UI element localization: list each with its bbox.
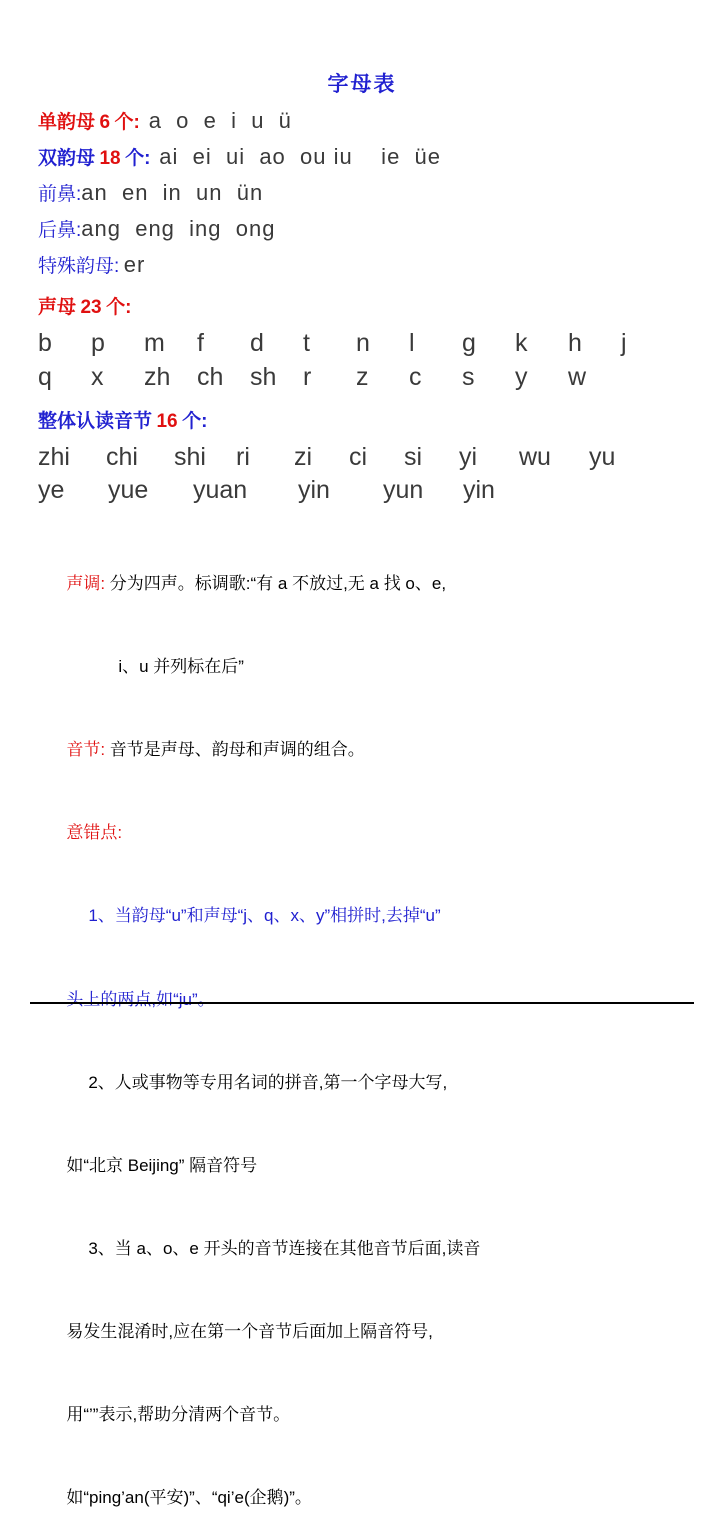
single-finals-unit: 个: bbox=[114, 112, 140, 133]
tone-line-2 bbox=[38, 628, 686, 707]
whole-syllables-unit: 个: bbox=[182, 411, 208, 432]
tone-text: 分为四声。标调歌:“有 a 不放过,无 a 找 o、e, bbox=[105, 574, 447, 594]
page-title: 字母表 bbox=[327, 73, 397, 96]
syllable-label: 音节: bbox=[66, 740, 106, 760]
mistake-text: 如“北京 Beijing” 隔音符号 bbox=[66, 1155, 258, 1175]
whole-syllable: zi bbox=[294, 443, 313, 471]
whole-syllable: yin bbox=[463, 476, 495, 504]
mistake-item-2-line-2 bbox=[38, 1126, 686, 1205]
whole-syllable: yue bbox=[108, 476, 149, 504]
whole-syllable: zhi bbox=[38, 443, 70, 471]
document-page bbox=[0, 68, 724, 1507]
initial-letter: w bbox=[568, 363, 587, 391]
special-final-label: 特殊韵母: bbox=[38, 256, 120, 277]
initials-count: 23 bbox=[80, 297, 102, 318]
whole-syllable: shi bbox=[174, 443, 206, 471]
initial-letter: z bbox=[356, 363, 369, 391]
initial-letter: x bbox=[91, 363, 104, 391]
initial-letter: h bbox=[568, 329, 582, 357]
mistakes-heading bbox=[38, 794, 686, 873]
whole-syllable: yu bbox=[589, 443, 616, 471]
row-back-nasal bbox=[38, 215, 686, 242]
initial-letter: g bbox=[462, 329, 476, 357]
row-front-nasal bbox=[38, 179, 686, 206]
tone-text-cont: i、u 并列标在后” bbox=[118, 657, 244, 677]
initial-letter: p bbox=[91, 329, 105, 357]
initial-letter: f bbox=[197, 329, 204, 357]
row-initials-header bbox=[38, 292, 686, 319]
mistake-item-3-line-2 bbox=[38, 1292, 686, 1371]
bottom-divider bbox=[30, 1002, 694, 1004]
initial-letter: c bbox=[409, 363, 422, 391]
mistake-text: 易发生混淆时,应在第一个音节后面加上隔音符号, bbox=[66, 1321, 433, 1341]
initials-unit: 个: bbox=[106, 297, 132, 318]
initial-letter: d bbox=[250, 329, 264, 357]
double-finals-unit: 个: bbox=[125, 148, 151, 169]
whole-syllable: ci bbox=[349, 443, 368, 471]
initial-letter: q bbox=[38, 363, 52, 391]
double-finals-label: 双韵母 bbox=[38, 148, 96, 169]
whole-syllable: ri bbox=[236, 443, 250, 471]
initial-letter: y bbox=[515, 363, 528, 391]
back-nasal-label: 后鼻: bbox=[38, 220, 82, 241]
initials-label: 声母 bbox=[38, 297, 77, 318]
initial-letter: n bbox=[356, 329, 370, 357]
whole-syllables-label: 整体认读音节 bbox=[38, 411, 153, 432]
initial-letter: b bbox=[38, 329, 52, 357]
tone-label: 声调: bbox=[66, 574, 106, 594]
mistake-item-3-line-3 bbox=[38, 1375, 686, 1454]
initial-letter: ch bbox=[197, 363, 224, 391]
mistake-item-3-line-1 bbox=[38, 1209, 686, 1288]
mistake-text: 3、当 a、o、e 开头的音节连接在其他音节后面,读音 bbox=[88, 1238, 481, 1258]
back-nasal-items: ang eng ing ong bbox=[81, 216, 276, 241]
front-nasal-items: an en in un ün bbox=[81, 180, 264, 205]
initial-letter: l bbox=[409, 329, 415, 357]
mistake-item-3-line-4 bbox=[38, 1458, 686, 1537]
row-single-finals bbox=[38, 107, 686, 134]
notes-section bbox=[38, 545, 686, 1537]
mistake-item-1-line-2 bbox=[38, 960, 686, 1039]
single-finals-count: 6 bbox=[99, 112, 111, 133]
front-nasal-label: 前鼻: bbox=[38, 184, 82, 205]
whole-syllables-row bbox=[38, 443, 686, 472]
mistake-item-1-line-1 bbox=[38, 877, 686, 956]
syllable-text: 音节是声母、韵母和声调的组合。 bbox=[105, 740, 365, 760]
whole-syllables-grid bbox=[38, 443, 686, 505]
single-finals-items: a o e i u ü bbox=[148, 108, 292, 133]
whole-syllable: yuan bbox=[193, 476, 248, 504]
whole-syllable: chi bbox=[106, 443, 138, 471]
single-finals-label: 单韵母 bbox=[38, 112, 96, 133]
whole-syllable: wu bbox=[519, 443, 551, 471]
mistake-text: 2、人或事物等专用名词的拼音,第一个字母大写, bbox=[88, 1072, 448, 1092]
initials-row bbox=[38, 363, 686, 392]
mistake-text: 用“’”表示,帮助分清两个音节。 bbox=[66, 1404, 291, 1424]
initial-letter: k bbox=[515, 329, 528, 357]
whole-syllable: si bbox=[404, 443, 423, 471]
mistake-text: 头上的两点,如“ju”。 bbox=[66, 989, 215, 1009]
mistake-text: 1、当韵母“u”和声母“j、q、x、y”相拼时,去掉“u” bbox=[88, 906, 441, 926]
mistake-item-2-line-1 bbox=[38, 1043, 686, 1122]
mistakes-label: 意错点: bbox=[66, 823, 123, 843]
double-finals-items: ai ei ui ao ou iu ie üe bbox=[159, 144, 441, 169]
syllable-line bbox=[38, 711, 686, 790]
initial-letter: s bbox=[462, 363, 475, 391]
whole-syllable: yi bbox=[459, 443, 478, 471]
double-finals-count: 18 bbox=[99, 148, 121, 169]
initial-letter: m bbox=[144, 329, 165, 357]
initials-row bbox=[38, 329, 686, 358]
whole-syllable: yun bbox=[383, 476, 424, 504]
tone-line bbox=[38, 545, 686, 624]
whole-syllable: ye bbox=[38, 476, 65, 504]
whole-syllables-row bbox=[38, 476, 686, 505]
initial-letter: r bbox=[303, 363, 312, 391]
initial-letter: sh bbox=[250, 363, 277, 391]
initial-letter: j bbox=[621, 329, 627, 357]
whole-syllables-count: 16 bbox=[156, 411, 178, 432]
whole-syllable: yin bbox=[298, 476, 330, 504]
row-whole-syllables-header bbox=[38, 406, 686, 433]
row-special-final bbox=[38, 251, 686, 278]
initial-letter: t bbox=[303, 329, 310, 357]
initials-grid bbox=[38, 329, 686, 392]
initial-letter: zh bbox=[144, 363, 171, 391]
special-final-items: er bbox=[123, 252, 146, 277]
mistake-text: 如“ping’an(平安)”、“qi’e(企鹅)”。 bbox=[66, 1487, 312, 1507]
row-double-finals bbox=[38, 143, 686, 170]
